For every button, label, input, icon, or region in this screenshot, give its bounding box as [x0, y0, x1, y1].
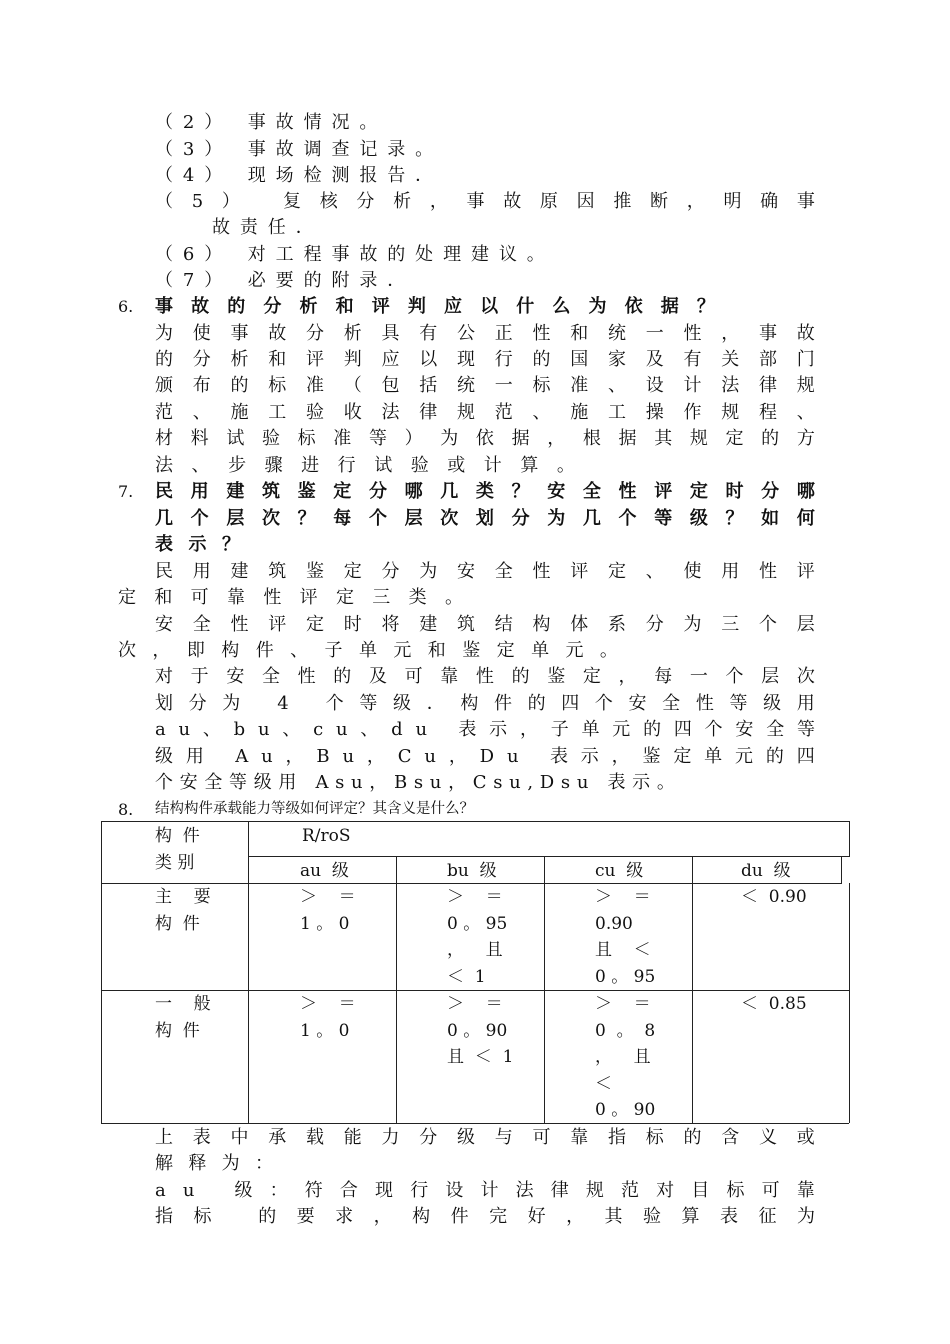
- question-7-answer-line: 级 用 A u ， B u ， C u ， D u 表 示 ， 鉴 定 单 元 的 四: [155, 746, 815, 767]
- question-7-answer-line: 次 ， 即 构 件 、 子 单 元 和 鉴 定 单 元 。: [118, 640, 618, 661]
- list-item: （4） 现场检测报告．: [155, 165, 444, 186]
- explanation-line: a u 级 ： 符 合 现 行 设 计 法 律 规 范 对 目 标 可 靠: [155, 1180, 815, 1201]
- question-6-answer-line: 为 使 事 故 分 析 具 有 公 正 性 和 统 一 性 ， 事 故: [155, 323, 815, 344]
- list-item: （3） 事故调查记录。: [155, 139, 444, 160]
- list-item: （7） 必要的附录．: [155, 270, 416, 291]
- table-rule: [841, 856, 842, 884]
- question-7-answer-line: a u 、 b u 、 c u 、 d u 表 示 ， 子 单 元 的 四 个 安 全 等: [155, 719, 815, 740]
- question-7-title-line: 表 示 ？: [155, 534, 240, 555]
- table-row-type: 主 要: [155, 887, 211, 907]
- table-cell: ＞ ＝: [447, 994, 503, 1014]
- question-6-answer-line: 范 、 施 工 验 收 法 律 规 范 、 施 工 操 作 规 程 、: [155, 402, 815, 423]
- question-7-answer-line: 划 分 为 4 个 等 级 ． 构 件 的 四 个 安 全 性 等 级 用: [155, 693, 815, 714]
- table-cell: ＜ 1: [447, 966, 486, 987]
- question-7-answer-line: 对 于 安 全 性 的 及 可 靠 性 的 鉴 定 ， 每 一 个 层 次: [155, 666, 815, 687]
- table-cell: 0 。 95: [447, 913, 508, 934]
- explanation-line: 指 标 的 要 求 ， 构 件 完 好 ， 其 验 算 表 征 为: [155, 1206, 815, 1227]
- table-cell: 0 。 90: [447, 1020, 508, 1041]
- table-corner-header: 构 件: [155, 826, 200, 846]
- question-6-answer-line: 法 、 步 骤 进 行 试 验 或 计 算 。: [155, 455, 575, 476]
- table-cell: 且 ＜: [595, 940, 651, 960]
- question-7-title-line: 民 用 建 筑 鉴 定 分 哪 几 类 ？ 安 全 性 评 定 时 分 哪: [155, 481, 815, 502]
- table-cell: ＞ ＝: [595, 994, 651, 1014]
- question-6-answer-line: 的 分 析 和 评 判 应 以 现 行 的 国 家 及 有 关 部 门: [155, 349, 815, 370]
- question-6-answer-line: 颁 布 的 标 准 （ 包 括 统 一 标 准 、 设 计 法 律 规: [155, 375, 815, 396]
- table-rule: [396, 856, 397, 1123]
- table-cell: 0 。 90: [595, 1100, 656, 1120]
- explanation-line: 解 释 为 ：: [155, 1153, 273, 1174]
- table-row-type: 构 件: [155, 913, 200, 934]
- question-7-answer-line: 安 全 性 评 定 时 将 建 筑 结 构 体 系 分 为 三 个 层: [155, 614, 815, 635]
- table-ratio-header: R/roS: [302, 826, 351, 846]
- table-corner-header: 类 别: [155, 852, 195, 873]
- table-rule: [101, 821, 102, 1123]
- table-cell: 0 。 95: [595, 966, 656, 987]
- table-cell: 1 。 0: [300, 913, 350, 934]
- list-item: （ 5 ） 复 核 分 析 ， 事 故 原 因 推 断 ， 明 确 事: [155, 191, 815, 212]
- table-cell: 且 ＜ 1: [447, 1047, 514, 1067]
- list-item: （6） 对工程事故的处理建议。: [155, 244, 555, 265]
- table-cell: 1 。 0: [300, 1020, 350, 1041]
- table-cell: 0 。 8: [595, 1020, 656, 1041]
- table-rule: [692, 856, 693, 1123]
- table-rule: [849, 821, 850, 857]
- table-rule: [544, 856, 545, 1123]
- table-grade-header: du 级: [741, 861, 791, 881]
- table-rule: [248, 856, 849, 857]
- question-7-answer-line: 定 和 可 靠 性 评 定 三 类 。: [118, 587, 463, 608]
- table-row-type: 一 般: [155, 994, 211, 1014]
- question-6-answer-line: 材 料 试 验 标 准 等 ） 为 依 据 ， 根 据 其 规 定 的 方: [155, 428, 815, 449]
- table-rule: [849, 883, 850, 1123]
- table-cell: ＜ 0.85: [741, 994, 807, 1014]
- question-6-title: 事 故 的 分 析 和 评 判 应 以 什 么 为 依 据 ？: [155, 296, 715, 317]
- table-grade-header: cu 级: [595, 861, 644, 881]
- table-grade-header: au 级: [300, 861, 349, 881]
- table-cell: ＜ 0.90: [741, 887, 807, 907]
- question-7-title-line: 几 个 层 次 ？ 每 个 层 次 划 分 为 几 个 等 级 ？ 如 何: [155, 508, 815, 529]
- explanation-line: 上 表 中 承 载 能 力 分 级 与 可 靠 指 标 的 含 义 或: [155, 1127, 815, 1148]
- table-cell: 0.90: [595, 913, 633, 934]
- table-rule: [101, 821, 849, 822]
- list-item: 故责任．: [212, 217, 324, 238]
- table-cell: ， 且: [447, 940, 503, 960]
- table-cell: ＞ ＝: [300, 887, 356, 907]
- question-7-number: 7.: [118, 482, 134, 501]
- table-grade-header: bu 级: [447, 861, 497, 881]
- question-8-number: 8.: [118, 800, 134, 819]
- table-rule: [248, 821, 249, 1123]
- table-row-type: 构 件: [155, 1020, 200, 1041]
- question-8-title: 结构构件承载能力等级如何评定？其含义是什么？: [155, 801, 474, 817]
- table-cell: ＞ ＝: [595, 887, 651, 907]
- question-7-answer-line: 民 用 建 筑 鉴 定 分 为 安 全 性 评 定 、 使 用 性 评: [155, 561, 815, 582]
- table-cell: ＞ ＝: [300, 994, 356, 1014]
- table-cell: ＜: [595, 1073, 612, 1094]
- table-cell: ＞ ＝: [447, 887, 503, 907]
- table-cell: ， 且: [595, 1047, 651, 1067]
- question-6-number: 6.: [118, 297, 134, 316]
- question-7-answer-line: 个 安 全 等 级 用 A s u ， B s u ， C s u , D s u 表 示 。: [155, 772, 675, 793]
- list-item: （2） 事故情况。: [155, 112, 388, 133]
